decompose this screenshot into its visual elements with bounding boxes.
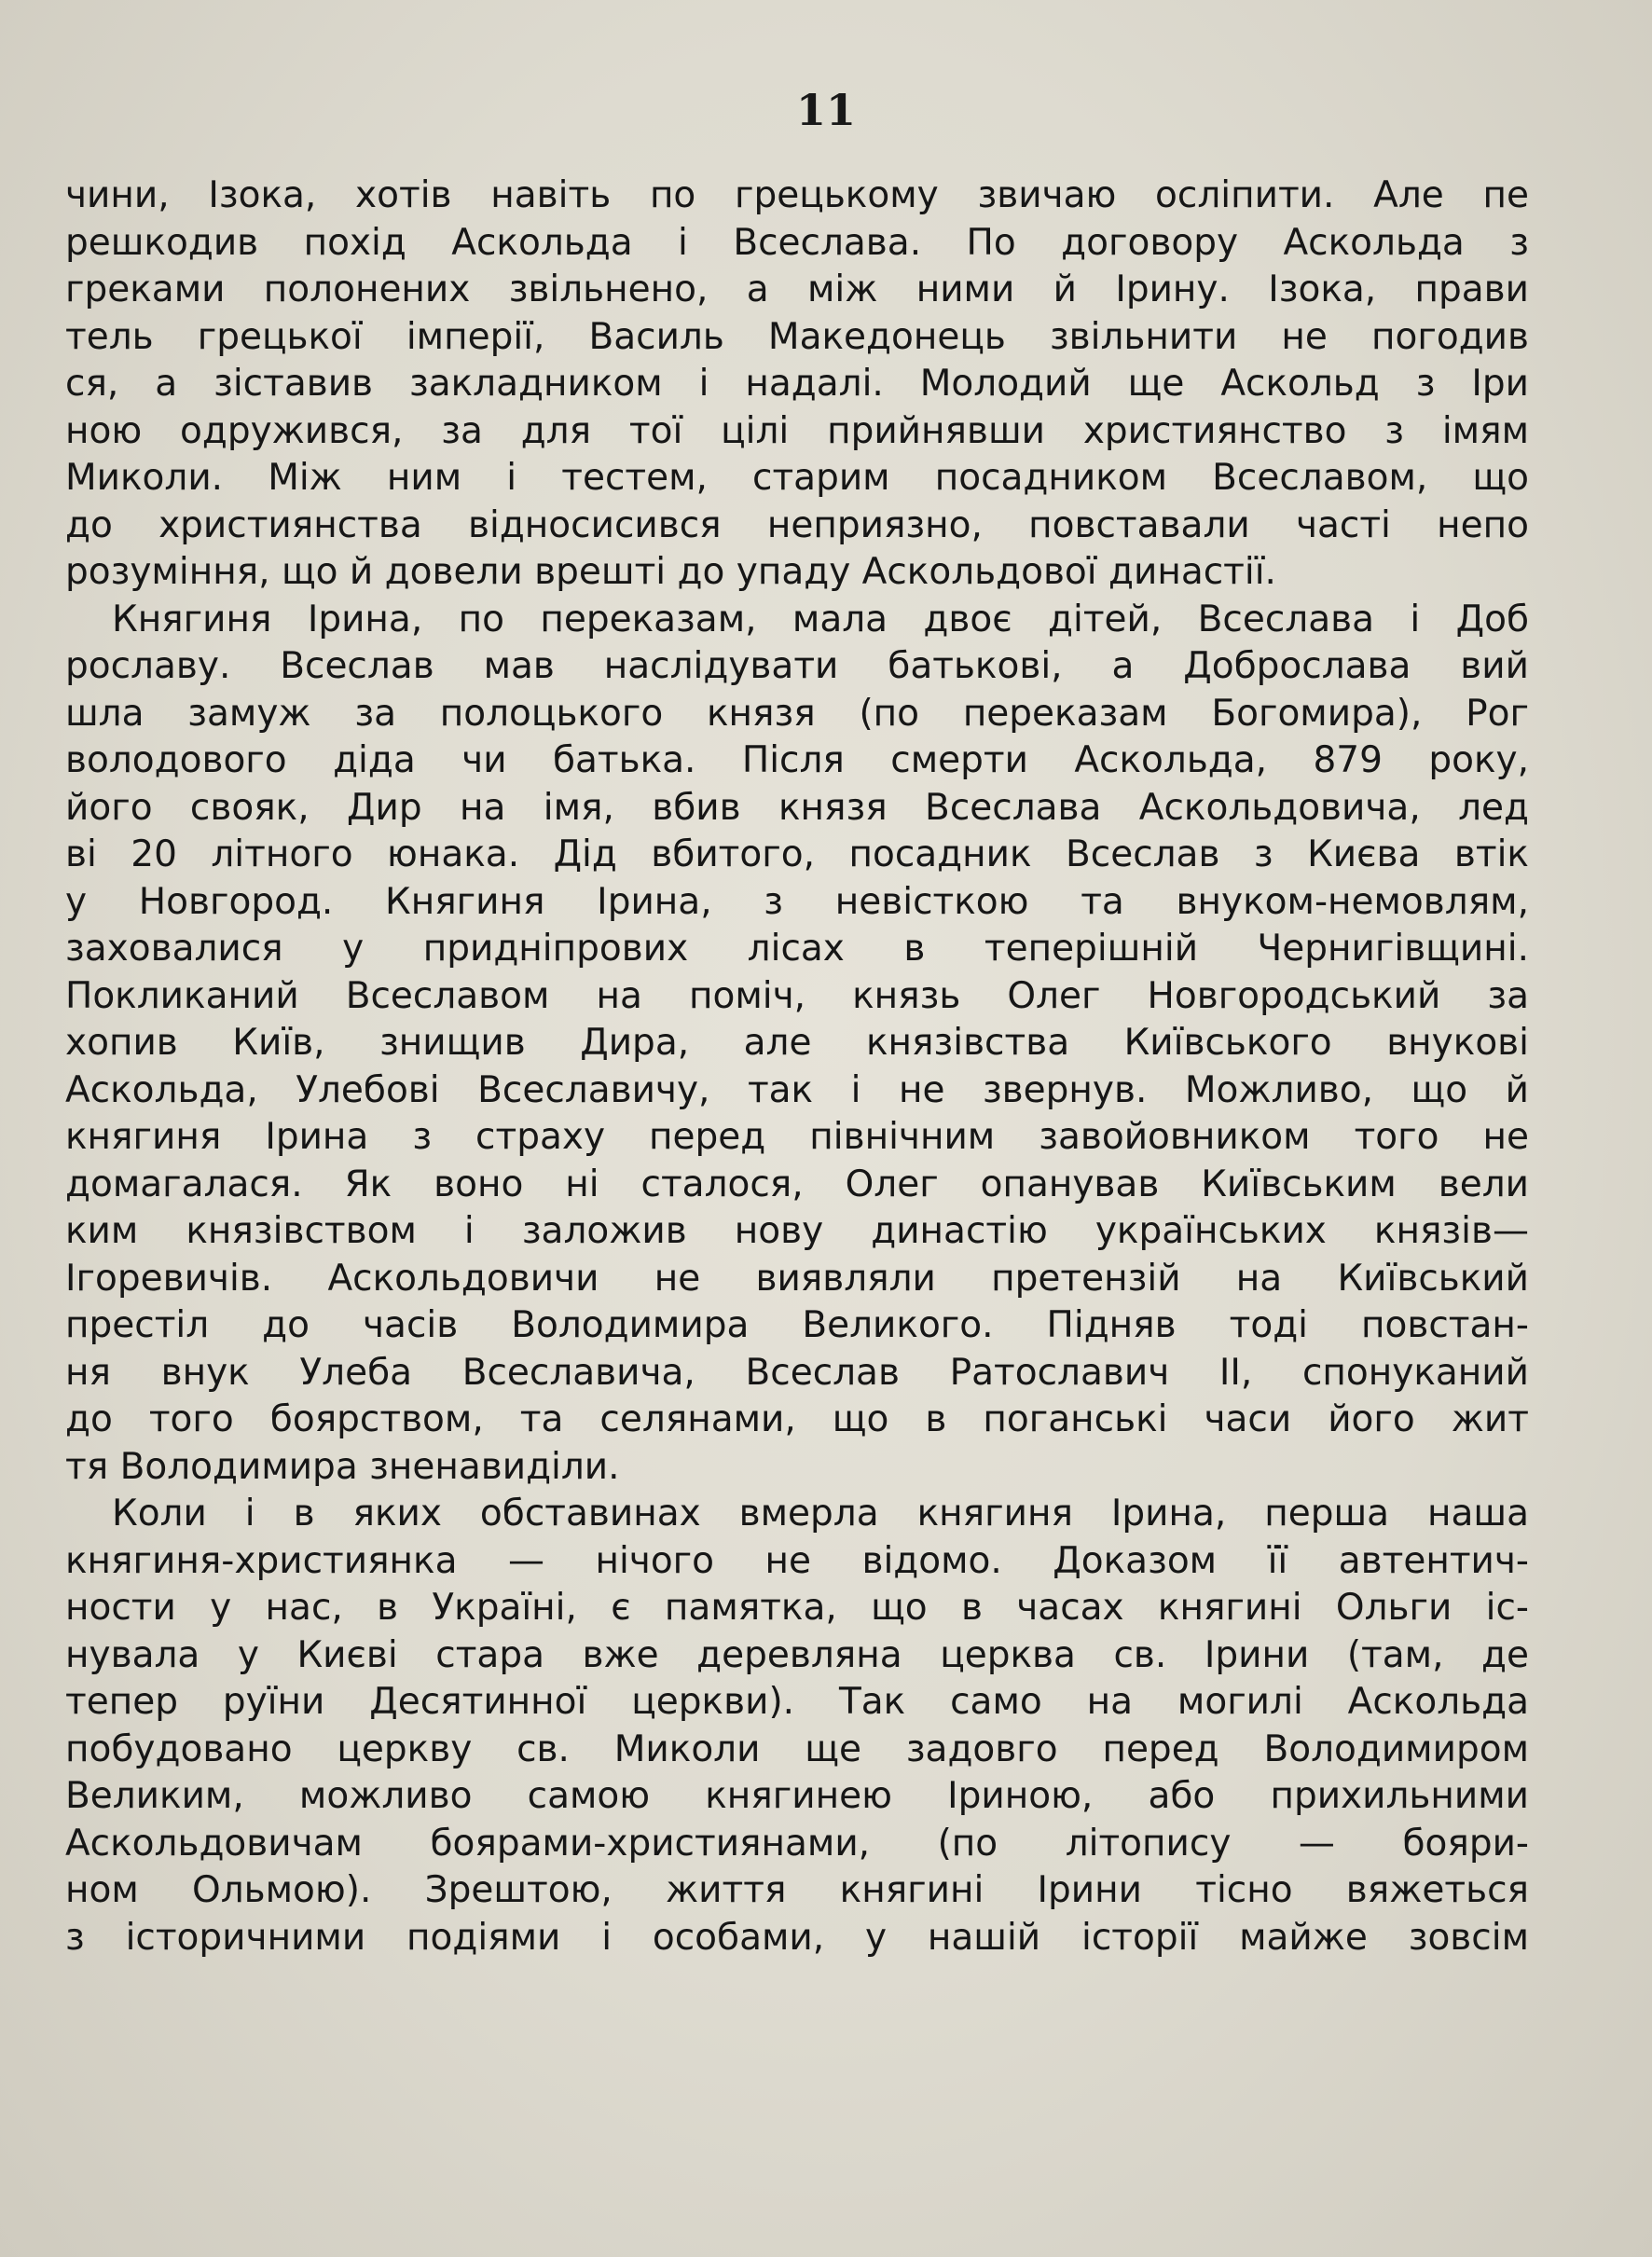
text-line: з історичними подіями і особами, у нашій історії майже зовсім [65,1916,1529,1959]
page-number: 11 [795,85,856,135]
text-line: домагалася. Як воно ні сталося, Олег опанував Київським вели [65,1163,1529,1205]
text-line: Миколи. Між ним і тестем, старим посадником Всеславом, що [65,457,1529,499]
text-line: розуміння, що й довели врешті до упаду Аскольдової династії. [65,551,1276,593]
text-line: Ігоревичів. Аскольдовичи не виявляли претензій на Київський [65,1257,1529,1300]
text-line: ном Ольмою). Зрештою, життя княгині Ірини тісно вяжеться [65,1869,1529,1911]
text-line: Аскольда, Улебові Всеславичу, так і не звернув. Можливо, що й [65,1068,1529,1111]
text-line: ві 20 літного юнака. Дід вбитого, посадник Всеслав з Києва втік [65,833,1529,875]
text-line: тель грецької імперії, Василь Македонець звільнити не погодив [65,315,1529,358]
text-line: шла замуж за полоцького князя (по переказам Богомира), Рог [65,692,1529,735]
text-line: Великим, можливо самою княгинею Іриною, або прихильними [65,1775,1529,1817]
text-line: рославу. Всеслав мав наслідувати батькові, а Доброслава вий [65,645,1529,687]
text-line: побудовано церкву св. Миколи ще задовго перед Володимиром [65,1727,1529,1770]
text-line: Коли і в яких обставинах вмерла княгиня Ірина, перша наша [112,1493,1529,1534]
text-line: княгиня Ірина з страху перед північним завойовником того не [65,1116,1529,1158]
text-line: нувала у Києві стара вже деревляна церква св. Ірини (там, де [65,1633,1529,1676]
text-line: ности у нас, в Україні, є памятка, що в часах княгині Ольги іс- [65,1587,1529,1629]
text-line: заховалися у придніпрових лісах в теперішній Чернигівщині. [65,928,1529,970]
text-line: ною одружився, за для тої цілі прийнявши християнство з імям [65,409,1529,452]
text-line: княгиня-християнка — нічого не відомо. Доказом її автентич- [65,1539,1529,1582]
text-line: володового діда чи батька. Після смерти Аскольда, 879 року, [65,739,1529,781]
text-line: решкодив похід Аскольда і Всеслава. По договору Аскольда з [65,221,1529,264]
text-line: Княгиня Ірина, по переказам, мала двоє дітей, Всеслава і Доб [112,598,1529,640]
text-line: хопив Київ, знищив Дира, але князівства Київського внукові [65,1022,1529,1064]
text-line: до того боярством, та селянами, що в поганські часи його жит [65,1398,1529,1440]
text-line: тя Володимира зненавиділи. [65,1445,620,1488]
text-line: Аскольдовичам боярами-християнами, (по літопису — бояри- [65,1822,1529,1865]
text-line: престіл до часів Володимира Великого. Підняв тоді повстан- [65,1304,1529,1346]
body-text [65,172,1529,1961]
text-line: ким князівством і заложив нову династію українських князів— [65,1210,1529,1252]
text-line: тепер руїни Десятинної церкви). Так само на могилі Аскольда [65,1681,1529,1723]
text-line: чини, Ізока, хотів навіть по грецькому звичаю осліпити. Але пе [65,174,1529,216]
text-line: ся, а зіставив закладником і надалі. Молодий ще Аскольд з Іри [65,363,1529,405]
text-line: у Новгород. Княгиня Ірина, з невісткою та внуком-немовлям, [65,880,1529,923]
text-line: Покликаний Всеславом на поміч, князь Олег Новгородський за [65,974,1529,1017]
text-line: греками полонених звільнено, а між ними й Ірину. Ізока, прави [65,268,1529,310]
text-line: його свояк, Дир на імя, вбив князя Всеслава Аскольдовича, лед [65,786,1529,829]
text-line: до християнства відносисився неприязно, повставали часті непо [65,503,1529,546]
text-line: ня внук Улеба Всеславича, Всеслав Ратославич II, спонуканий [65,1351,1529,1394]
